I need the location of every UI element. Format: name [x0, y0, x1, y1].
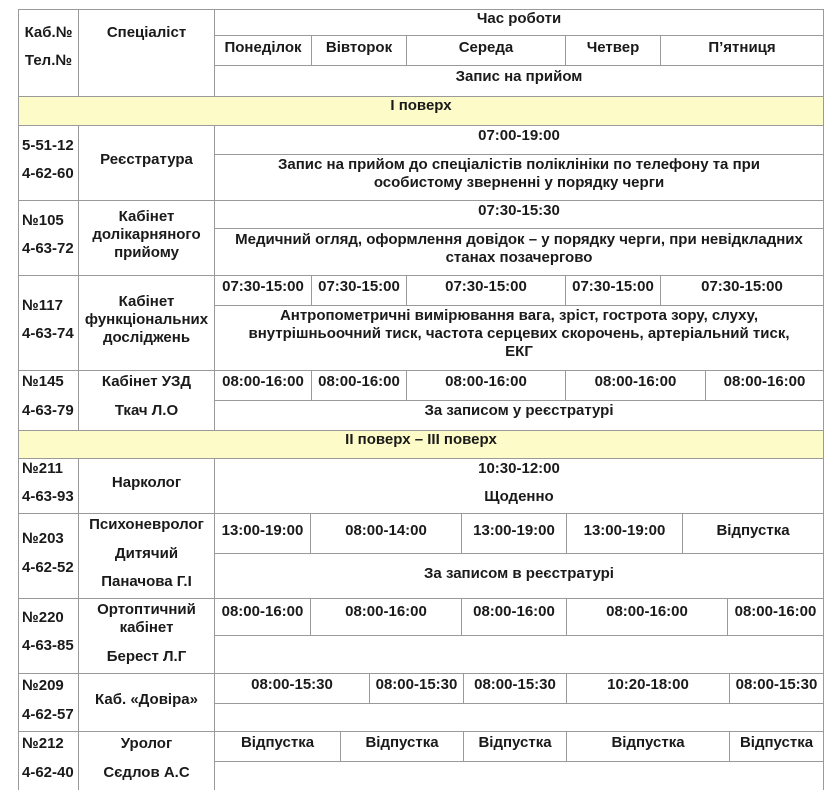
appointment-note: ЕКГ: [505, 343, 533, 360]
header-day-friday: П’ятниця: [708, 39, 776, 56]
specialist-name: долікарняного: [92, 226, 201, 243]
hours-tuesday: 08:00-14:00: [345, 522, 427, 539]
column-border: [78, 9, 79, 96]
hours-friday: Відпустка: [739, 734, 814, 751]
specialist-name: Кабінет УЗД: [101, 373, 192, 390]
hours-tuesday: 08:00-16:00: [318, 373, 400, 390]
doctor-name: Берест Л.Г: [106, 648, 187, 665]
specialist-name: кабінет: [119, 619, 174, 636]
phone-number: 4-63-79: [22, 402, 74, 419]
hours-monday: 08:00-16:00: [221, 603, 304, 620]
row-border: [18, 673, 824, 674]
phone-number: 4-62-57: [22, 706, 74, 723]
phone-number: 4-62-60: [22, 165, 74, 182]
cab-number: №105: [22, 212, 64, 229]
row-border: [18, 200, 824, 201]
row-border: [214, 154, 823, 155]
row-border: [18, 513, 824, 514]
hours-wednesday: 08:00-16:00: [473, 603, 555, 620]
cab-number: 5-51-12: [22, 137, 74, 154]
hours-monday: Відпустка: [240, 734, 315, 751]
phone-number: 4-62-52: [22, 559, 74, 576]
cab-number: №209: [22, 677, 64, 694]
floor-label-second-third: ІІ поверх – ІІІ поверх: [345, 431, 497, 448]
row-border: [214, 400, 823, 401]
header-cab: Каб.№: [24, 24, 73, 41]
specialist-name: прийому: [114, 244, 179, 261]
appointment-note: Антропометричні вимірювання вага, зріст, гострота зору, слуху,: [279, 307, 759, 324]
hours-thursday: 13:00-19:00: [583, 522, 666, 539]
appointment-note: станах позачергово: [445, 249, 593, 266]
row-border: [18, 731, 824, 732]
header-specialist: Спеціаліст: [106, 24, 187, 41]
specialist-name: досліджень: [102, 329, 191, 346]
hours-thursday: 08:00-16:00: [606, 603, 688, 620]
specialist-name: Кабінет: [118, 208, 175, 225]
phone-number: 4-62-40: [22, 764, 74, 781]
hours-wednesday: 13:00-19:00: [473, 522, 555, 539]
row-border: [214, 761, 823, 762]
specialist-name: функціональних: [84, 311, 209, 328]
hours-friday: 08:00-15:30: [735, 676, 818, 693]
hours-thursday: 10:20-18:00: [607, 676, 689, 693]
appointment-note: За записом в реєстратурі: [424, 565, 614, 582]
hours-monday: 13:00-19:00: [221, 522, 304, 539]
cab-number: №203: [22, 530, 64, 547]
header-day-thursday: Четвер: [586, 39, 640, 56]
row-border: [18, 598, 824, 599]
appointment-note: Щоденно: [484, 488, 554, 505]
hours-monday: 07:30-15:00: [222, 278, 304, 295]
working-hours: 07:30-15:30: [478, 202, 560, 219]
hours-friday: Відпустка: [716, 522, 790, 539]
specialist-name: Ортоптичний: [97, 601, 196, 618]
hours-thursday: 08:00-16:00: [594, 373, 677, 390]
header-work-time: Час роботи: [476, 10, 562, 27]
hours-wednesday: 08:00-16:00: [445, 373, 527, 390]
hours-friday: 08:00-16:00: [723, 373, 806, 390]
appointment-note: особистому зверненні у порядку черги: [373, 174, 665, 191]
cab-number: №220: [22, 609, 64, 626]
cab-number: №117: [22, 297, 63, 314]
row-border: [18, 370, 824, 371]
cab-number: №212: [22, 735, 64, 752]
hours-thursday: Відпустка: [611, 734, 685, 751]
floor-label-first: І поверх: [390, 97, 452, 114]
header-day-monday: Понеділок: [224, 39, 302, 56]
hours-tuesday: 08:00-15:30: [375, 676, 458, 693]
specialist-name: Каб. «Довіра»: [95, 691, 198, 708]
header-day-tuesday: Вівторок: [325, 39, 393, 56]
appointment-note: Медичний огляд, оформлення довідок – у порядку черги, при невідкладних: [235, 231, 803, 248]
doctor-name: Сєдлов А.С: [103, 764, 190, 781]
appointment-note: внутрішньоочний тиск, частота серцевих скорочень, артеріальний тиск,: [248, 325, 790, 342]
working-hours: 10:30-12:00: [478, 460, 560, 477]
header-day-wednesday: Середа: [458, 39, 514, 56]
row-border: [214, 635, 823, 636]
phone-number: 4-63-85: [22, 637, 74, 654]
cab-number: №211: [22, 460, 63, 477]
appointment-note: За записом у реєстратурі: [424, 402, 614, 419]
specialist-name: Нарколог: [111, 474, 182, 491]
working-hours: 07:00-19:00: [478, 127, 560, 144]
specialist-name: Психоневролог: [89, 516, 204, 533]
doctor-name: Ткач Л.О: [114, 402, 179, 419]
cab-number: №145: [22, 373, 64, 390]
hours-thursday: 07:30-15:00: [572, 278, 654, 295]
row-border: [18, 125, 824, 126]
specialist-name: Уролог: [120, 735, 173, 752]
hours-wednesday: Відпустка: [478, 734, 552, 751]
row-border: [18, 275, 824, 276]
specialist-name: Реєстратура: [100, 151, 193, 168]
row-border: [214, 35, 823, 36]
header-tel: Тел.№: [24, 52, 73, 69]
phone-number: 4-63-72: [22, 240, 74, 257]
header-appointment: Запис на прийом: [455, 68, 583, 85]
specialist-name: Кабінет: [118, 293, 175, 310]
phone-number: 4-63-74: [22, 325, 74, 342]
phone-number: 4-63-93: [22, 488, 74, 505]
doctor-name: Паначова Г.І: [101, 573, 192, 590]
hours-monday: 08:00-16:00: [222, 373, 304, 390]
appointment-note: Запис на прийом до спеціалістів поліклініки по телефону та при: [277, 156, 761, 173]
hours-tuesday: Відпустка: [365, 734, 439, 751]
hours-wednesday: 07:30-15:00: [445, 278, 527, 295]
hours-friday: 08:00-16:00: [734, 603, 817, 620]
specialist-name: Дитячий: [114, 545, 179, 562]
hours-wednesday: 08:00-15:30: [474, 676, 556, 693]
row-border: [214, 305, 823, 306]
row-border: [214, 703, 823, 704]
hours-friday: 07:30-15:00: [701, 278, 783, 295]
row-border: [214, 553, 823, 554]
row-border: [214, 228, 823, 229]
hours-tuesday: 07:30-15:00: [318, 278, 400, 295]
hours-tuesday: 08:00-16:00: [345, 603, 427, 620]
hours-monday: 08:00-15:30: [251, 676, 333, 693]
row-border: [214, 65, 823, 66]
row-border: [18, 458, 824, 459]
